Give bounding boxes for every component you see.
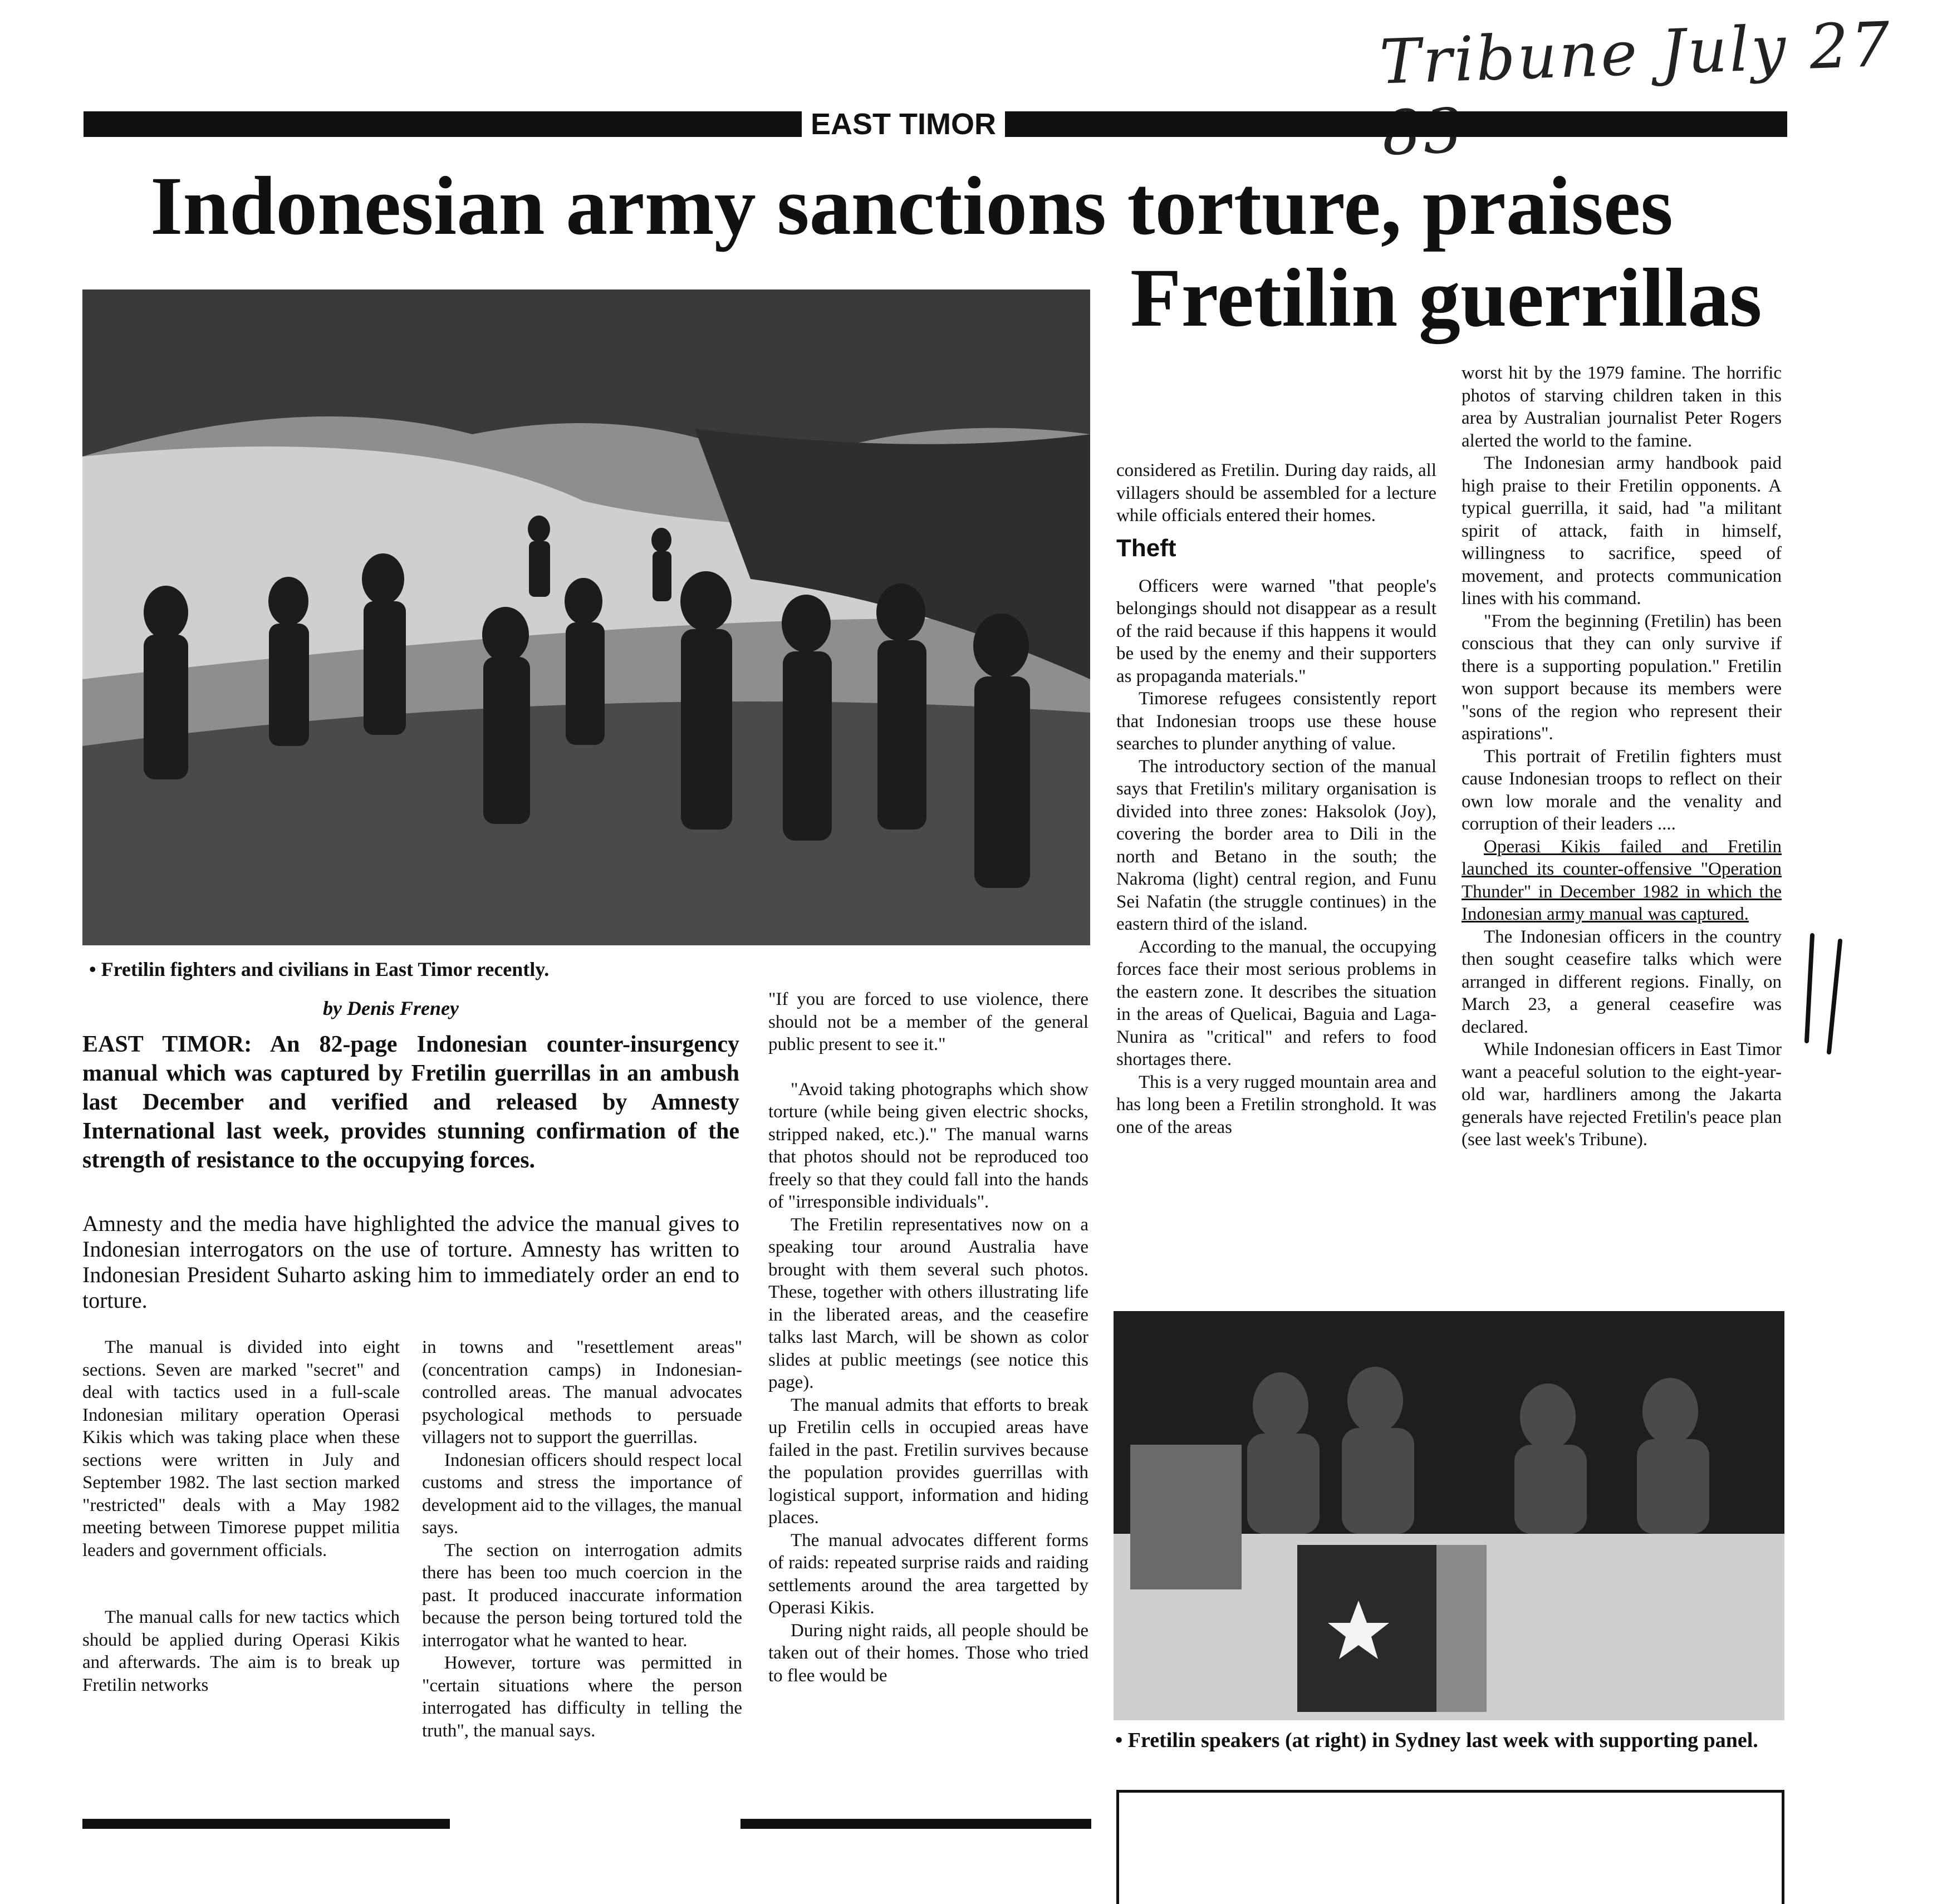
article-column-2 [422,1336,742,1742]
headline-line-2: Fretilin guerrillas [1130,252,1762,344]
article-column-1 [82,1336,400,1696]
col3-paragraph-4: The manual admits that efforts to break up Fretilin cells in occupied areas have failed in the past. Fretilin survives because the population provides guerrillas with logistical support, information and hiding places. [768,1395,1088,1528]
lead-paragraph: EAST TIMOR: An 82-page Indonesian counter-insurgency manual which was captured by Fretilin guerrillas in an ambush last December and verified and released by Amnesty International last week, provides stunning confirmation of the strength of resistance to the occupying forces. [82,1032,739,1173]
col2-paragraph-3: The section on interrogation admits there has been too much coercion in the past. It produced inaccurate information because the person being tortured told the interrogator what he wanted to hear. [422,1540,742,1651]
col3-paragraph-3: The Fretilin representatives now on a speaking tour around Australia have brought with them several such photos. These, together with others illustrating life in the liberated areas, and the ceasefire talks last March, will be shown as color slides at public meetings (see notice this page). [768,1214,1088,1392]
section-label: EAST TIMOR [802,107,1005,141]
col1-paragraph-2: The manual calls for new tactics which should be applied during Operasi Kikis and afterwards. The aim is to break up Fretilin networks [82,1607,400,1695]
col4-paragraph-5: According to the manual, the occupying forces face their most serious problems in the eastern zone. It describes the situation in the areas of Quelicai, Baguia and Laga-Nunira as "critical" and refers to food shortages there. [1116,936,1436,1069]
byline: by Denis Freney [323,997,459,1019]
col4-paragraph-1: considered as Fretilin. During day raids, all villagers should be assembled for a lecture while officials entered their homes. [1116,460,1436,526]
col4-paragraph-3: Timorese refugees consistently report that Indonesian troops use these house searches to plunder anything of value. [1116,689,1436,754]
article-column-4 [1116,459,1436,1139]
col3-paragraph-2: "Avoid taking photographs which show torture (while being given electric shocks, stripped naked, etc.)." The manual warns that photos should not be reproduced too freely so that they could fall into the hands of "irresponsible individuals". [768,1079,1088,1212]
bottom-notice-box [1116,1790,1784,1904]
photo2-caption: • Fretilin speakers (at right) in Sydney last week with supporting panel. [1115,1729,1758,1752]
col5-paragraph-6: The Indonesian officers in the country then sought ceasefire talks which were arranged in different regions. Finally, on March 23, a general ceasefire was declared. [1462,926,1782,1037]
col4-paragraph-2: Officers were warned "that people's belongings should not disappear as a result of the raid because if this happens it would be used by the enemy and their supporters as propaganda materials." [1116,576,1436,686]
article-column-3 [768,988,1088,1687]
photo-fretilin-speakers [1114,1311,1784,1720]
subhead-theft: Theft [1116,534,1176,562]
col5-paragraph-4: This portrait of Fretilin fighters must cause Indonesian troops to reflect on their own low morale and the venality and corruption of their leaders .... [1462,746,1782,834]
handwritten-date-note: Tribune July 27 [1378,8,1894,98]
col2-paragraph-1: in towns and "resettlement areas" (concentration camps) in Indonesian-controlled areas. The manual advocates psychological methods to persuade villagers not to support the guerrillas. [422,1337,742,1447]
col4-paragraph-4: The introductory section of the manual says that Fretilin's military organisation is divided into three zones: Haksolok (Joy), covering the border area to Dili in the north and Betano in the south; the Nakroma (light) central region, and Funu Sei Nafatin (the struggle continues) in the eastern third of the island. [1116,756,1436,934]
intro-paragraph: Amnesty and the media have highlighted the advice the manual gives to Indonesian interrogators on the use of torture. Amnesty has written to Indonesian President Suharto asking him to immediately order an end to torture. [82,1211,739,1313]
col5-paragraph-5: Operasi Kikis failed and Fretilin launched its counter-offensive "Operation Thunder" in December 1982 in which the Indonesian army manual was captured. [1462,836,1782,924]
headline-line-1: Indonesian army sanctions torture, praises [150,160,1673,252]
col5-paragraph-1: worst hit by the 1979 famine. The horrific photos of starving children taken in this area by Australian journalist Peter Rogers alerted the world to the famine. [1462,363,1782,451]
col1-paragraph-1: The manual is divided into eight sections. Seven are marked "secret" and deal with tactics used in a full-scale Indonesian military operation Operasi Kikis which was taking place when these sections were written in July and September 1982. The last section marked "restricted" deals with a May 1982 meeting between Timorese puppet militia leaders and government officials. [82,1337,400,1561]
col3-paragraph-1: "If you are forced to use violence, there should not be a member of the general public present to see it." [768,989,1088,1054]
photo1-caption: • Fretilin fighters and civilians in East Timor recently. [89,958,550,980]
photo-fighters-illustration [82,289,1090,945]
col3-paragraph-6: During night raids, all people should be taken out of their homes. Those who tried to flee would be [768,1620,1088,1686]
handwritten-margin-mark [1790,930,1857,1058]
article-column-5 [1462,362,1782,1151]
col4-paragraph-6: This is a very rugged mountain area and has long been a Fretilin stronghold. It was one of the areas [1116,1072,1436,1137]
col2-paragraph-2: Indonesian officers should respect local customs and stress the importance of development aid to the villages, the manual says. [422,1450,742,1538]
col5-paragraph-2: The Indonesian army handbook paid high praise to their Fretilin opponents. A typical guerrilla, it said, had "a militant spirit of attack, faith in himself, willingness to sacrifice, speed of movement, and protects communication lines with his command. [1462,453,1782,609]
bottom-rule-center [740,1819,1091,1829]
photo-fretilin-fighters [82,289,1090,945]
col2-paragraph-4: However, torture was permitted in "certain situations where the person interrogated has difficulty in telling the truth", the manual says. [422,1653,742,1741]
col5-paragraph-7: While Indonesian officers in East Timor want a peaceful solution to the eight-year-old war, hardliners among the Jakarta generals have rejected Fretilin's peace plan (see last week's Tribune). [1462,1039,1782,1150]
photo-speakers-illustration [1114,1311,1784,1720]
bottom-rule-left [82,1819,450,1829]
col3-paragraph-5: The manual advocates different forms of raids: repeated surprise raids and raiding settlements around the area targetted by Operasi Kikis. [768,1530,1088,1618]
col5-paragraph-3: "From the beginning (Fretilin) has been conscious that they can only survive if there is a supporting population." Fretilin won support because its members were "sons of the region who represent their aspirations". [1462,611,1782,744]
